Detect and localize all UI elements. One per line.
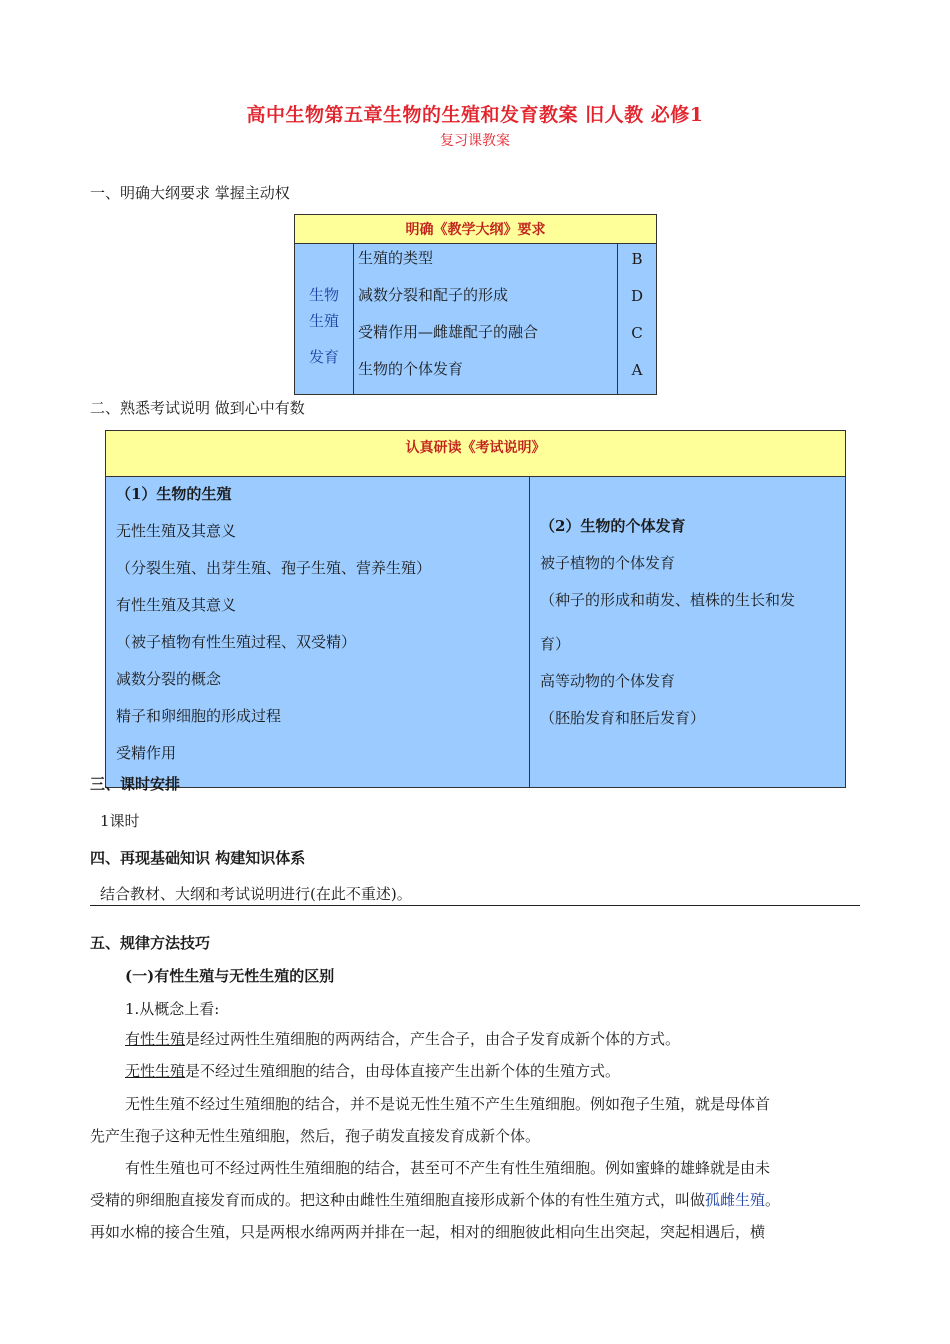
syllabus-grade: A [631,361,643,379]
exam-right-line: 被子植物的个体发育 [540,554,676,572]
category-line: 发育 [308,347,339,366]
syllabus-item: 生物的个体发育 [358,360,464,378]
syllabus-item: 生殖的类型 [358,249,434,267]
document-title: 高中生物第五章生物的生殖和发育教案 旧人教 必修1 [246,104,704,126]
document-subtitle: 复习课教案 [440,133,510,149]
section5-heading: 五、规律方法技巧 [90,934,211,952]
syllabus-grade: B [631,250,643,268]
paragraph-line: 无性生殖不经过生殖细胞的结合，并不是说无性生殖不产生生殖细胞。例如孢子生殖，就是母体首 [125,1095,771,1113]
syllabus-item: 受精作用—雌雄配子的融合 [358,323,539,341]
exam-left-line: 受精作用 [116,744,177,762]
exam-right-line: （胚胎发育和胚后发育） [540,709,706,727]
exam-right-line: 高等动物的个体发育 [540,672,676,690]
paragraph-line [90,1184,780,1216]
section4-heading: 四、再现基础知识 构建知识体系 [90,849,306,867]
paragraph-line: 再如水棉的接合生殖，只是两根水绵两两并排在一起，相对的细胞彼此相向生出突起，突起相遇后，横 [90,1223,766,1241]
syllabus-category [295,244,354,395]
syllabus-grades [618,244,657,395]
exam-left-line: 减数分裂的概念 [116,670,222,688]
section5-subheading: (一)有性生殖与无性生殖的区别 [125,967,335,985]
term-asexual-reproduction: 无性生殖 [125,1062,186,1080]
section3-body: 1课时 [100,812,140,830]
term-parthenogenesis: 孤雌生殖 [705,1191,766,1209]
exam-left-line: （被子植物有性生殖过程、双受精） [116,633,357,651]
exam-left-line: 精子和卵细胞的形成过程 [116,707,282,725]
section3-heading: 三、课时安排 [90,775,181,793]
paragraph-line: 有性生殖也可不经过两性生殖细胞的结合，甚至可不产生有性生殖细胞。例如蜜蜂的雄蜂就是由未 [125,1159,771,1177]
syllabus-grade: D [630,287,644,305]
section1-heading: 一、明确大纲要求 掌握主动权 [90,184,290,202]
syllabus-item: 减数分裂和配子的形成 [358,286,509,304]
exam-left-column [106,477,530,788]
section2-heading: 二、熟悉考试说明 做到心中有数 [90,399,305,417]
section4-body: 结合教材、大纲和考试说明进行(在此不重述)。 [100,885,412,903]
exam-left-line: 无性生殖及其意义 [116,522,237,540]
definition-asexual [125,1055,620,1087]
syllabus-grade: C [631,324,643,342]
point1-label: 1.从概念上看: [125,1000,220,1018]
syllabus-table-title: 明确《教学大纲》要求 [295,215,657,244]
definition-text: 是不经过生殖细胞的结合，由母体直接产生出新个体的生殖方式。 [185,1062,621,1080]
syllabus-items [354,244,618,395]
paragraph-line: 先产生孢子这种无性生殖细胞，然后，孢子萌发直接发育成新个体。 [90,1127,541,1145]
category-line: 生物 [308,285,339,304]
exam-right-line: （2）生物的个体发育 [540,517,686,535]
paragraph-text: 。 [765,1191,781,1209]
definition-sexual [125,1023,680,1055]
exam-left-line: （分裂生殖、出芽生殖、孢子生殖、营养生殖） [116,559,432,577]
exam-right-line: 育） [540,635,571,653]
exam-left-line: （1）生物的生殖 [116,485,232,503]
syllabus-table [294,214,657,395]
exam-left-line: 有性生殖及其意义 [116,596,237,614]
paragraph-text: 受精的卵细胞直接发育而成的。把这种由雌性生殖细胞直接形成新个体的有性生殖方式，叫做 [90,1191,706,1209]
term-sexual-reproduction: 有性生殖 [125,1030,186,1048]
exam-table-title: 认真研读《考试说明》 [106,431,846,477]
definition-text: 是经过两性生殖细胞的两两结合，产生合子，由合子发育成新个体的方式。 [185,1030,681,1048]
horizontal-divider [90,905,860,906]
exam-right-column [530,477,846,788]
exam-right-line: （种子的形成和萌发、植株的生长和发 [540,591,796,609]
exam-table [105,430,846,788]
category-line: 生殖 [308,311,339,330]
